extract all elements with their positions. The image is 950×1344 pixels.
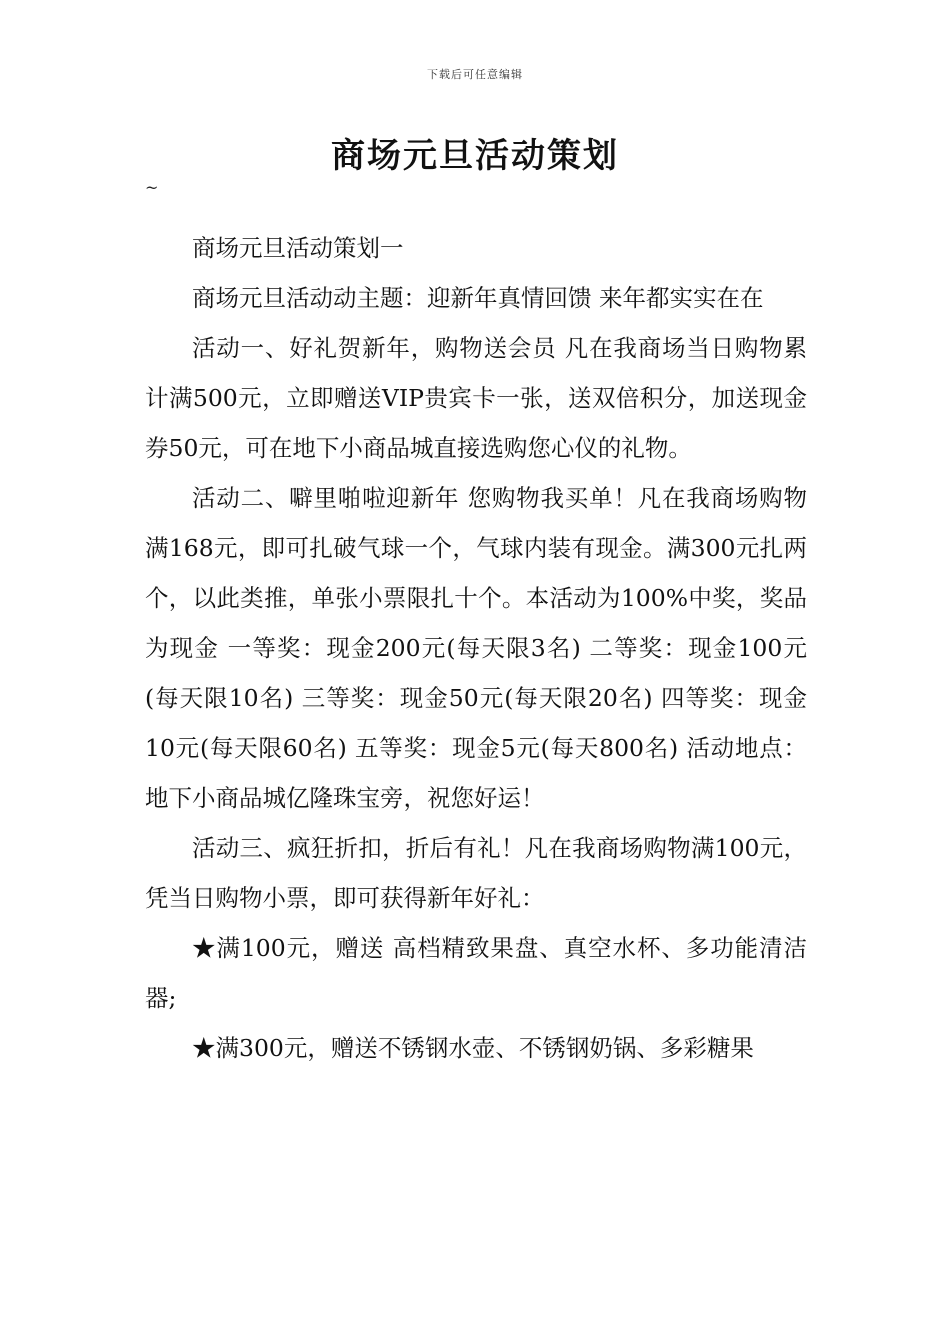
paragraph-gift-100: ★满100元，赠送 高档精致果盘、真空水杯、多功能清洁器; [145, 934, 807, 1012]
paragraph-activity-three: 活动三、疯狂折扣，折后有礼！凡在我商场购物满100元，凭当日购物小票，即可获得新年好礼： [145, 834, 807, 912]
page-header-note: 下载后可任意编辑 [427, 68, 523, 81]
paragraph-activity-one: 活动一、好礼贺新年，购物送会员 凡在我商场当日购物累计满500元，立即赠送VIP贵宾卡一张，送双倍积分，加送现金券50元，可在地下小商品城直接选购您心仪的礼物。 [145, 334, 807, 462]
paragraph-subtitle: 商场元旦活动策划一 [192, 234, 404, 262]
document-body [145, 223, 807, 1073]
tilde-mark: ~ [145, 178, 159, 197]
document-title: 商场元旦活动策划 [331, 136, 619, 176]
paragraph-activity-two: 活动二、噼里啪啦迎新年 您购物我买单！凡在我商场购物满168元，即可扎破气球一个，气球内装有现金。满300元扎两个，以此类推，单张小票限扎十个。本活动为100%中奖，奖品为现金 一等奖：现金200元(每天限3名) 二等奖：现金100元(每天限10名) 三等奖：现金50元(每天限20名) 四等奖：现金10元(每天限60名) 五等奖：现金5元(每天800名) 活动地点：地下小商品城亿隆珠宝旁，祝您好运！ [145, 484, 807, 812]
paragraph-gift-300: ★满300元，赠送不锈钢水壶、不锈钢奶锅、多彩糖果 [192, 1034, 754, 1062]
paragraph-theme: 商场元旦活动动主题：迎新年真情回馈 来年都实实在在 [192, 284, 764, 312]
